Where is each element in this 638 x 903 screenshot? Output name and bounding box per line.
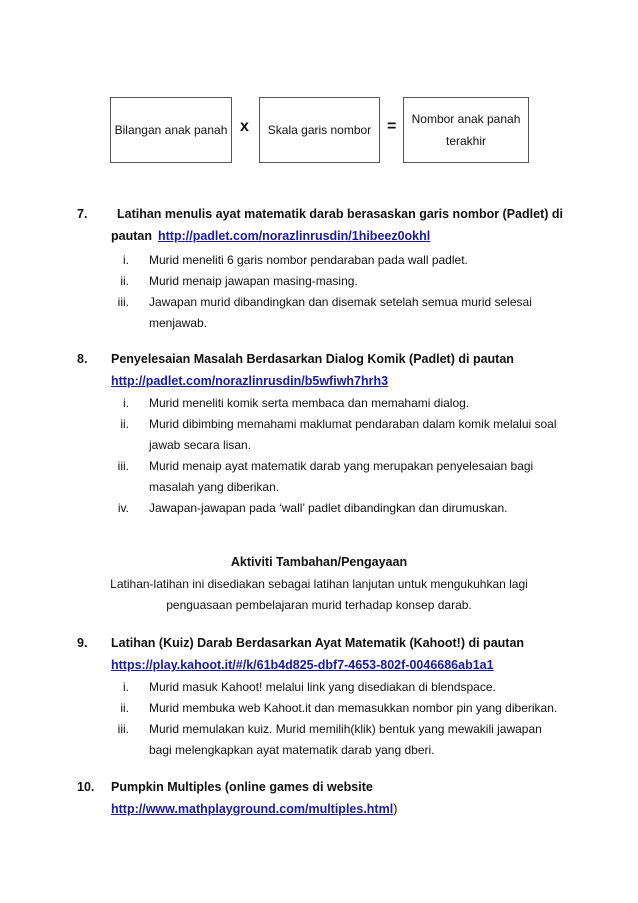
section-9-link[interactable]: https://play.kahoot.it/#/k/61b4d825-dbf7-4653-802f-0046686ab1a1 (111, 658, 494, 672)
section-8-item-3-line2: masalah yang diberikan. (149, 480, 280, 494)
formula-box-last-number-line1: Nombor anak panah (411, 112, 521, 126)
section-7-item-2: Murid menaip jawapan masing-masing. (149, 274, 358, 288)
equals-sign: = (387, 118, 397, 135)
section-8-item-1: Murid meneliti komik serta membaca dan memahami dialog. (149, 396, 470, 410)
enrichment-line1: Latihan-latihan ini disediakan sebagai latihan lanjutan untuk mengukuhkan lagi (110, 577, 528, 591)
section-8-item-2-line2: jawab secara lisan. (149, 438, 252, 452)
section-7-heading: Latihan menulis ayat matematik darab berasaskan garis nombor (Padlet) di (117, 207, 563, 221)
section-10-link-suffix: ) (393, 802, 398, 816)
formula-box-last-number (403, 97, 529, 163)
section-7-link[interactable]: http://padlet.com/norazlinrusdin/1hibeez0okhl (158, 229, 431, 243)
section-7-item-2-numeral: ii. (120, 274, 129, 288)
section-9-item-3-line2: bagi melengkapkan ayat matematik darab yang dberi. (149, 743, 435, 757)
section-9-item-2: Murid membuka web Kahoot.it dan memasukkan nombor pin yang diberikan. (149, 701, 558, 715)
section-7-item-3-line2: menjawab. (149, 316, 208, 330)
formula-box-last-number-line2: terakhir (445, 134, 486, 148)
enrichment-line2: penguasaan pembelajaran murid terhadap konsep darab. (166, 598, 472, 612)
formula-box-scale-label: Skala garis nombor (267, 123, 372, 137)
section-9-item-2-numeral: ii. (120, 701, 129, 715)
section-9-item-3-numeral: iii. (117, 722, 129, 736)
section-10-number: 10. (77, 780, 95, 794)
section-8-heading: Penyelesaian Masalah Berdasarkan Dialog Komik (Padlet) di pautan (111, 352, 514, 366)
section-8-item-3-numeral: iii. (117, 459, 129, 473)
section-8-item-2-numeral: ii. (120, 417, 129, 431)
section-8-number: 8. (77, 352, 88, 366)
section-7-heading-prefix: pautan (111, 229, 152, 243)
section-10-link[interactable]: http://www.mathplayground.com/multiples.html (111, 802, 394, 816)
section-7-item-3-numeral: iii. (117, 295, 129, 309)
enrichment-title: Aktiviti Tambahan/Pengayaan (230, 555, 408, 569)
section-8-item-2-line1: Murid dibimbing memahami maklumat pendaraban dalam komik melalui soal (149, 417, 557, 431)
formula-box-scale (259, 97, 380, 163)
section-9-item-3-line1: Murid memulakan kuiz. Murid memilih(klik) bentuk yang mewakili jawapan (149, 722, 542, 736)
section-8-link[interactable]: http://padlet.com/norazlinrusdin/b5wfiwh7hrh3 (111, 374, 389, 388)
section-9-item-1-numeral: i. (123, 680, 129, 694)
section-8-item-1-numeral: i. (123, 396, 129, 410)
section-8-item-3-line1: Murid menaip ayat matematik darab yang merupakan penyelesaian bagi (149, 459, 534, 473)
section-9-item-1: Murid masuk Kahoot! melalui link yang disediakan di blendspace. (149, 680, 496, 694)
section-9-number: 9. (77, 636, 88, 650)
section-7-item-3-line1: Jawapan murid dibandingkan dan disemak setelah semua murid selesai (149, 295, 532, 309)
section-9-heading: Latihan (Kuiz) Darab Berdasarkan Ayat Matematik (Kahoot!) di pautan (111, 636, 525, 650)
formula-box-arrows-label: Bilangan anak panah (114, 123, 228, 137)
section-8-item-4-numeral: iv. (117, 501, 129, 515)
section-8-item-4: Jawapan-jawapan pada ‘wall’ padlet dibandingkan dan dirumuskan. (149, 501, 508, 515)
multiply-sign: x (240, 118, 249, 135)
section-10-heading: Pumpkin Multiples (online games di website (111, 780, 373, 794)
section-7-item-1: Murid meneliti 6 garis nombor pendaraban pada wall padlet. (149, 253, 468, 267)
section-10-link-line (111, 802, 397, 816)
formula-box-arrows (110, 97, 232, 163)
section-7-item-1-numeral: i. (123, 253, 129, 267)
section-7-number: 7. (77, 207, 88, 221)
